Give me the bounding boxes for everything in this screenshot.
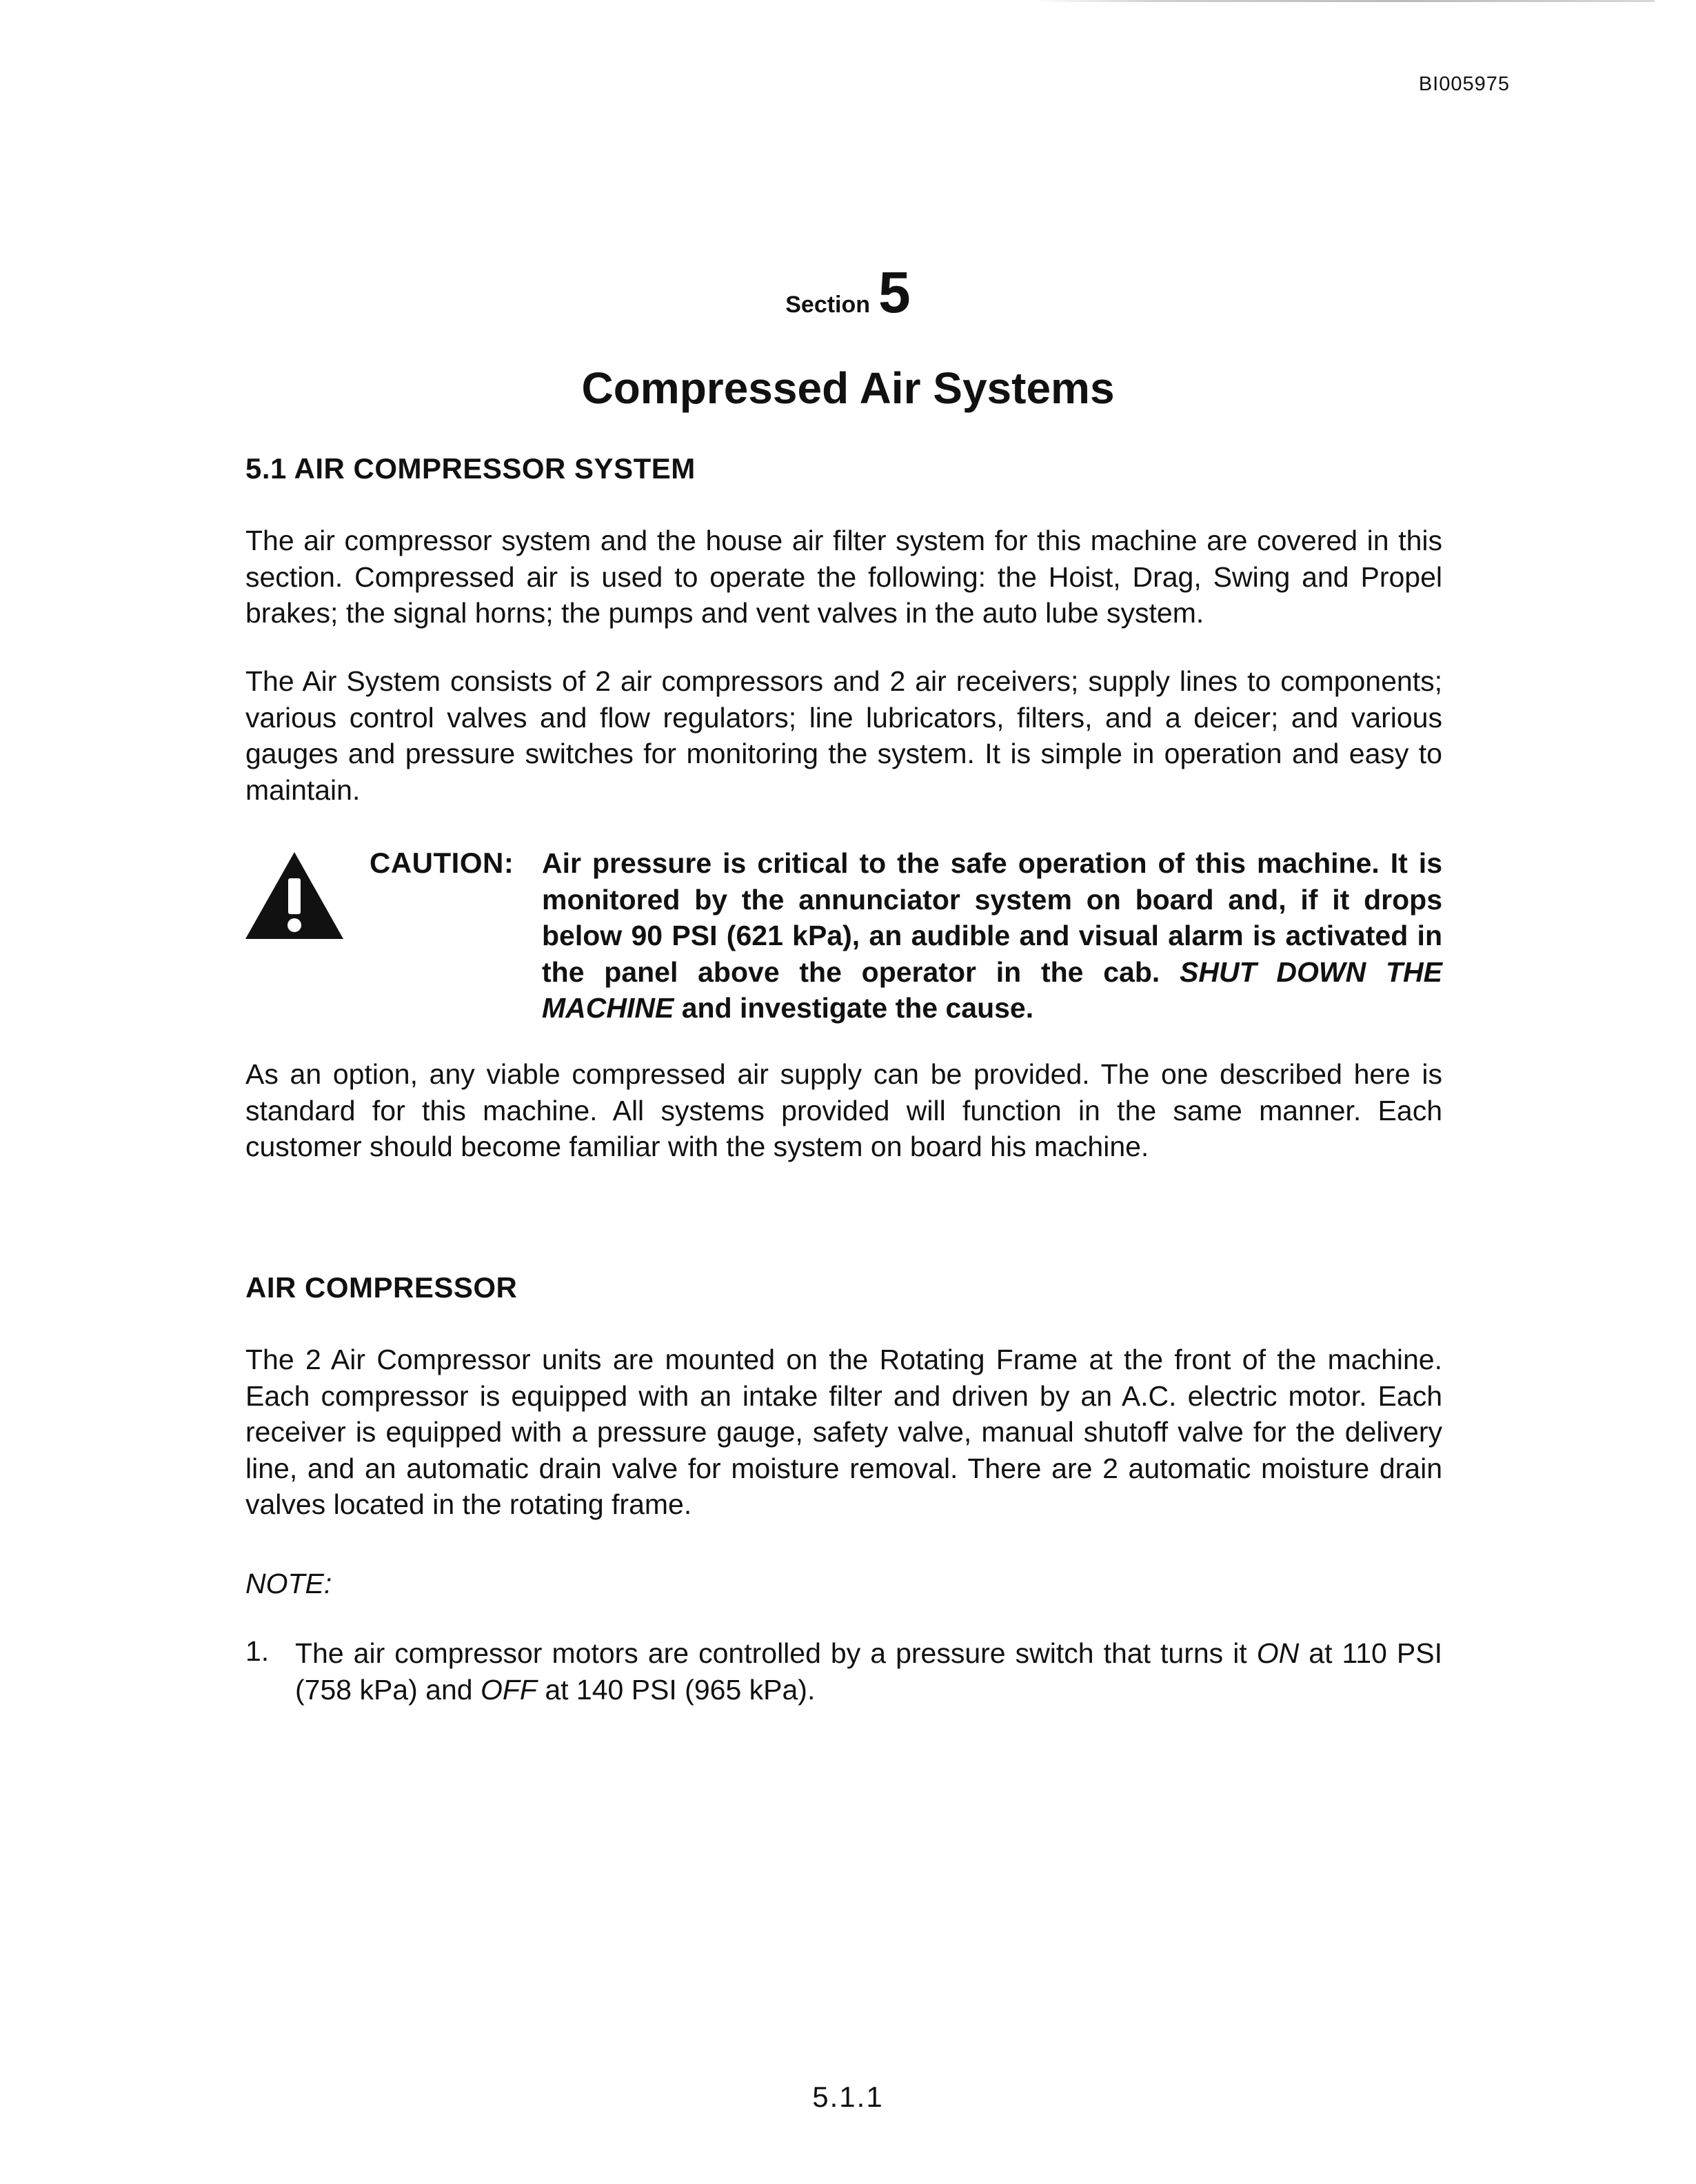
note-text-part: at 110 PSI (758 kPa) and — [295, 1637, 1442, 1706]
caution-main-text: Air pressure is critical to the safe operation of this machine. It is monitored by the annunciator system on board and, if it drops below 90 PSI (621 kPa), an audible and visual alarm is activated in the panel above the operator in the cab. — [542, 847, 1442, 988]
document-id: BI005975 — [1418, 73, 1510, 95]
note-item-number: 1. — [245, 1635, 270, 1667]
caution-label: CAUTION: — [370, 847, 514, 879]
intro-paragraph-1: The air compressor system and the house air filter system for this machine are covered in this section. Compressed air is used to operate the following: the Hoist, Drag, Swing and Propel brakes; the signal horns; the pumps and vent valves in the auto lube system. — [245, 525, 1442, 629]
section-word: Section — [785, 292, 871, 318]
compressor-heading: AIR COMPRESSOR — [245, 1271, 518, 1304]
section-number: 5 — [878, 260, 911, 325]
caution-end-text: and investigate the cause. — [674, 992, 1034, 1024]
intro-paragraph-2: The Air System consists of 2 air compressors and 2 air receivers; supply lines to components; various control valves and flow regulators; line lubricators, filters, and a deicer; and various gauges and pressure switches for monitoring the system. It is simple in operation and easy to maintain. — [245, 665, 1442, 806]
compressor-paragraph: The 2 Air Compressor units are mounted on the Rotating Frame at the front of the machine. Each compressor is equipped with an intake filter and driven by an A.C. electric motor. Each receiver is equipped with a pressure gauge, safety valve, manual shutoff valve for the delivery line, and an automatic drain valve for moisture removal. There are 2 automatic moisture drain valves located in the rotating frame. — [245, 1344, 1442, 1520]
note-text-part: The air compressor motors are controlled by a pressure switch that turns it — [295, 1637, 1257, 1669]
option-paragraph: As an option, any viable compressed air supply can be provided. The one described here is standard for this machine. All systems provided will function in the same manner. Each customer should become familiar with the system on board his machine. — [245, 1058, 1442, 1162]
page-number: 5.1.1 — [812, 2081, 884, 2113]
note-label: NOTE: — [245, 1568, 332, 1599]
caution-emphasis: SHUT DOWN THE MACHINE — [542, 956, 1442, 1024]
section-label — [0, 259, 1696, 326]
scan-artifact-line — [1034, 0, 1655, 2]
note-emphasis-off: OFF — [480, 1673, 537, 1706]
note-text-part: at 140 PSI (965 kPa). — [536, 1673, 816, 1706]
note-item-text — [295, 1635, 1442, 1708]
caution-text — [542, 845, 1442, 1027]
note-emphasis-on: ON — [1256, 1637, 1300, 1669]
warning-triangle-icon — [243, 849, 346, 942]
subsection-heading: 5.1 AIR COMPRESSOR SYSTEM — [245, 452, 696, 485]
page-title: Compressed Air Systems — [581, 363, 1115, 413]
